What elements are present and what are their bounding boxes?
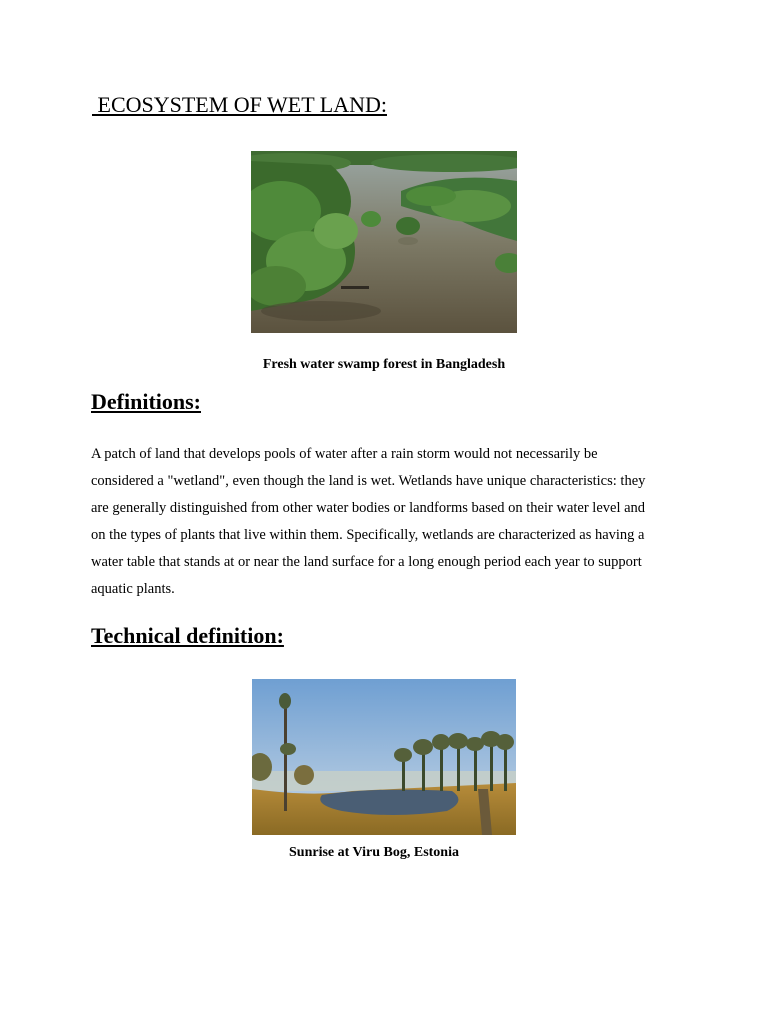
- figure1-caption: Fresh water swamp forest in Bangladesh: [262, 357, 506, 372]
- paragraph-line: water table that stands at or near the land surface for a long enough period each year to support: [91, 554, 642, 570]
- definitions-paragraph: [91, 441, 681, 603]
- paragraph-line: on the types of plants that live within them. Specifically, wetlands are characterized as having a: [91, 527, 645, 543]
- paragraph-line: considered a "wetland", even though the land is wet. Wetlands have unique characteristics: they: [91, 473, 646, 489]
- figure2-caption: Sunrise at Viru Bog, Estonia: [289, 845, 459, 860]
- viru-bog-photo: [252, 679, 516, 835]
- document-title: ECOSYSTEM OF WET LAND:: [92, 92, 387, 117]
- paragraph-line: are generally distinguished from other water bodies or landforms based on their water level and: [91, 500, 646, 516]
- paragraph-line: A patch of land that develops pools of water after a rain storm would not necessarily be: [91, 446, 598, 462]
- definitions-heading: Definitions:: [91, 389, 201, 414]
- technical-definition-heading: Technical definition:: [91, 623, 284, 648]
- paragraph-line: aquatic plants.: [91, 581, 175, 597]
- swamp-forest-photo: [251, 151, 517, 333]
